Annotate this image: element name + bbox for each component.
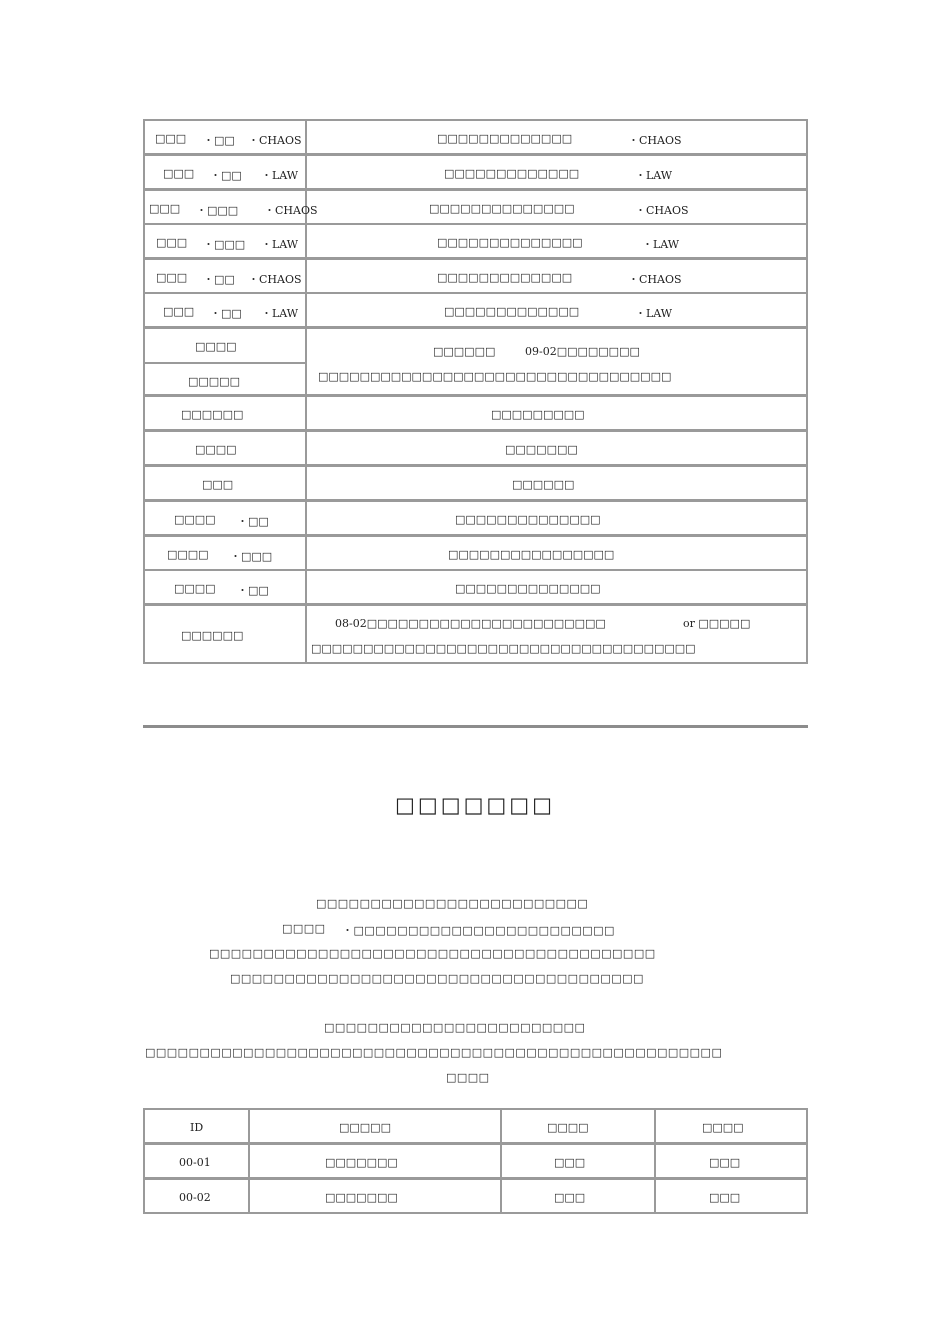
cell-col4: □□□ <box>709 1156 741 1169</box>
table-row <box>143 292 808 328</box>
paragraph-1-line-2a: □□□□ <box>282 922 326 935</box>
row-label-sub: ・□□ <box>210 169 242 182</box>
row-label-sub: ・□□ <box>237 515 269 528</box>
cell-name: □□□□□□□ <box>325 1156 398 1169</box>
row-label-type: ・LAW <box>261 307 299 320</box>
table-row <box>143 430 808 466</box>
paragraph-1-line-2b: ・□□□□□□□□□□□□□□□□□□□□□□□□ <box>342 924 615 937</box>
row-label-sub: ・□□□ <box>203 238 246 251</box>
row-value-text: □□□□□□□□□□□□□□ <box>429 202 575 215</box>
table-row <box>143 465 808 501</box>
paragraph-2-line-1: □□□□□□□□□□□□□□□□□□□□□□□□ <box>324 1021 586 1034</box>
row-value-type: ・LAW <box>635 169 673 182</box>
column-header: ID <box>190 1121 204 1134</box>
row-value-text: □□□□□□□□□□□□□□ <box>437 236 583 249</box>
row-label-type: ・CHAOS <box>264 204 318 217</box>
paragraph-1-line-3: □□□□□□□□□□□□□□□□□□□□□□□□□□□□□□□□□□□□□□□□□ <box>209 947 656 960</box>
paragraph-2-line-3: □□□□ <box>446 1071 490 1084</box>
row-value-type: ・CHAOS <box>635 204 689 217</box>
table-row <box>143 258 808 294</box>
row-label-name: □□□ <box>155 132 187 145</box>
table-row <box>143 604 808 664</box>
row-label: □□□□□□ <box>181 629 244 642</box>
row-label-name: □□□ <box>149 202 181 215</box>
row-value: □□□□□□□□□□□□□□ <box>455 513 601 526</box>
merged-value-line1-b: 09-02□□□□□□□□ <box>525 345 640 358</box>
row-value-line1-a: 08-02□□□□□□□□□□□□□□□□□□□□□□□ <box>335 617 606 630</box>
table-row <box>143 1178 808 1214</box>
row-value-type: ・CHAOS <box>628 134 682 147</box>
section-title: □□□□□□□ <box>395 793 555 817</box>
table-row <box>143 189 808 225</box>
cell-id: 00-01 <box>179 1156 211 1169</box>
cell-col3: □□□ <box>554 1156 586 1169</box>
paragraph-1-line-1: □□□□□□□□□□□□□□□□□□□□□□□□□ <box>316 897 589 910</box>
merged-label-b: □□□□□ <box>188 375 240 388</box>
row-label: □□□□ <box>195 443 237 456</box>
row-value-line2: □□□□□□□□□□□□□□□□□□□□□□□□□□□□□□□□□□□□□ <box>311 642 696 655</box>
row-label: □□□ <box>202 478 234 491</box>
table-row <box>143 119 808 155</box>
table-row <box>143 395 808 431</box>
merged-label-a: □□□□ <box>195 340 237 353</box>
row-label-name: □□□ <box>163 305 195 318</box>
table-header-row <box>143 1108 808 1144</box>
merged-value-line2: □□□□□□□□□□□□□□□□□□□□□□□□□□□□□□□□□□ <box>318 370 672 383</box>
row-label-name: □□□□ <box>174 582 216 595</box>
row-value-line1-b: or □□□□□ <box>683 617 751 630</box>
row-value-text: □□□□□□□□□□□□□ <box>444 305 580 318</box>
table-row <box>143 535 808 571</box>
row-label-sub: ・□□ <box>203 273 235 286</box>
table-row <box>143 500 808 536</box>
column-header: □□□□ <box>547 1121 589 1134</box>
column-header: □□□□□ <box>339 1121 391 1134</box>
row-label-name: □□□ <box>156 236 188 249</box>
row-label-sub: ・□□ <box>203 134 235 147</box>
row-value: □□□□□□□□□□□□□□□□ <box>448 548 615 561</box>
table-row <box>143 1143 808 1179</box>
row-label-sub: ・□□□ <box>230 550 273 563</box>
table-row-merged <box>143 327 808 396</box>
row-value-type: ・LAW <box>642 238 680 251</box>
row-value: □□□□□□□□□□□□□□ <box>455 582 601 595</box>
merged-value-line1-a: □□□□□□ <box>433 345 496 358</box>
row-value: □□□□□□□□□ <box>491 408 585 421</box>
row-value-text: □□□□□□□□□□□□□ <box>444 167 580 180</box>
row-label: □□□□□□ <box>181 408 244 421</box>
cell-col3: □□□ <box>554 1191 586 1204</box>
row-value-type: ・CHAOS <box>628 273 682 286</box>
row-label-type: ・LAW <box>261 238 299 251</box>
row-label-type: ・CHAOS <box>248 134 302 147</box>
row-value: □□□□□□□ <box>505 443 578 456</box>
cell-col4: □□□ <box>709 1191 741 1204</box>
row-label-name: □□□□ <box>167 548 209 561</box>
table-row <box>143 223 808 259</box>
row-label-name: □□□ <box>156 271 188 284</box>
row-value-text: □□□□□□□□□□□□□ <box>437 271 573 284</box>
paragraph-1-line-4: □□□□□□□□□□□□□□□□□□□□□□□□□□□□□□□□□□□□□□ <box>230 972 644 985</box>
table-row <box>143 569 808 605</box>
row-label-sub: ・□□ <box>210 307 242 320</box>
row-label-type: ・CHAOS <box>248 273 302 286</box>
paragraph-2-line-2: □□□□□□□□□□□□□□□□□□□□□□□□□□□□□□□□□□□□□□□□□□□□□□□□□□□□□ <box>145 1046 723 1059</box>
row-label-sub: ・□□□ <box>196 204 239 217</box>
row-label-sub: ・□□ <box>237 584 269 597</box>
table-row <box>143 154 808 190</box>
row-value: □□□□□□ <box>512 478 575 491</box>
row-label-type: ・LAW <box>261 169 299 182</box>
row-value-text: □□□□□□□□□□□□□ <box>437 132 573 145</box>
column-header: □□□□ <box>702 1121 744 1134</box>
section-divider <box>143 725 808 728</box>
row-value-type: ・LAW <box>635 307 673 320</box>
row-label-name: □□□ <box>163 167 195 180</box>
cell-name: □□□□□□□ <box>325 1191 398 1204</box>
row-label-name: □□□□ <box>174 513 216 526</box>
cell-id: 00-02 <box>179 1191 211 1204</box>
